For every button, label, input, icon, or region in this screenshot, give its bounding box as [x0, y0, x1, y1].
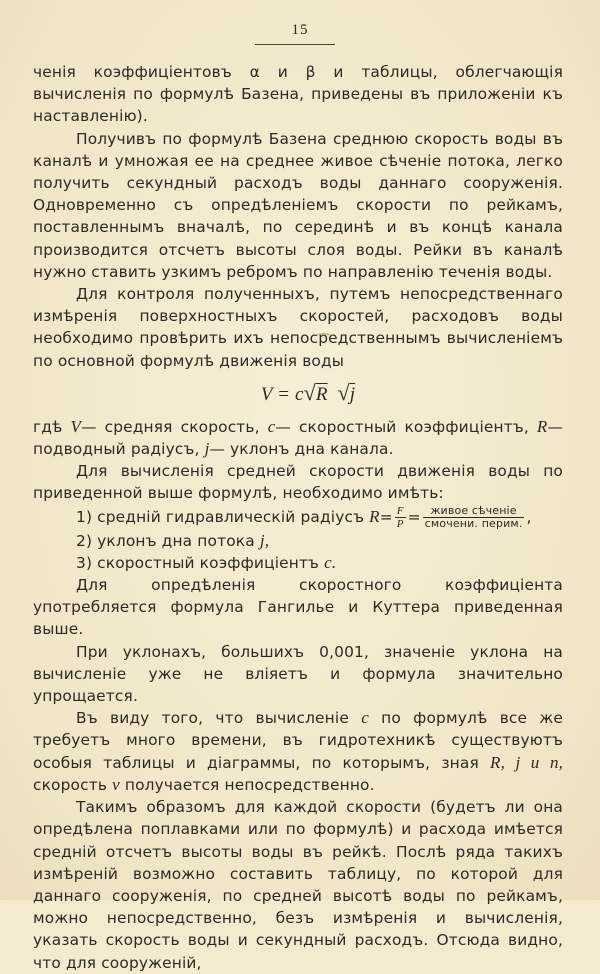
frac-live-section: живое сѣченіе — [423, 505, 525, 518]
print-blemish — [316, 333, 332, 339]
frac-wetted-perimeter: смочени. перим. — [424, 516, 523, 530]
formula-r: R — [315, 383, 328, 405]
para8-vars: R, j и n, — [490, 752, 563, 772]
para8-e: получается непосредственно. — [124, 775, 375, 794]
paragraph-9: Такимъ образомъ для каждой скорости (будетъ ли она опредѣлена поплавками или по формулѣ) и расхода имѣется средній отсчетъ высоты воды въ рейкѣ. Послѣ ряда такихъ измѣреній возможно составить таблицу, по которой для даннаго сооруженія, по средней высотѣ воды по рейкамъ, можно непосредственно, безъ измѣренія и вычисленія, указать скорость воды и секундный расходъ. Отсюда видно, что для сооруженій, — [33, 798, 563, 972]
fraction-f-over-p — [395, 505, 406, 530]
list-item-2-text: 2) уклонъ дна потока — [76, 531, 255, 550]
formula-j: j — [349, 383, 356, 405]
para8-a: Въ виду того, что вычисленіе — [76, 709, 349, 728]
list-item-1-eq: = — [379, 507, 393, 526]
sqrt-sign-1: √ — [303, 379, 316, 405]
var-c-desc: — скоростный коэффиціентъ, — [275, 417, 529, 436]
paragraph-4 — [33, 416, 563, 460]
page-number: 15 — [291, 22, 309, 38]
var-j: j — [204, 439, 210, 459]
var-v-desc: — средняя скорость, — [81, 417, 260, 436]
var-j-desc: — уклонъ дна канала. — [209, 440, 394, 459]
list-item-3 — [33, 552, 563, 574]
list-item-2 — [33, 530, 563, 552]
list-item-1-r: R — [369, 506, 380, 526]
paragraph-7: При уклонахъ, большихъ 0,001, значеніе уклона на вычисленіе уже не вліяетъ и формула значительно упрощается. — [33, 642, 563, 706]
paragraph-5: Для вычисленія средней скорости движенія воды по приведенной выше формулѣ, необходимо имѣть: — [33, 462, 563, 503]
para8-v: v — [112, 774, 120, 794]
main-formula — [53, 380, 563, 408]
list-item-1-comma: , — [526, 507, 532, 526]
body-text — [33, 61, 563, 974]
var-v: V — [70, 416, 82, 436]
formula-lhs: V = c — [260, 383, 304, 405]
paragraph-1: ченія коэффиціентовъ α и β и таблицы, облегчающія вычисленія по формулѣ Базена, приведены въ приложеніи къ наставленію). — [33, 63, 563, 126]
var-r: R — [536, 416, 548, 436]
para8-d: скорость — [33, 775, 108, 794]
paragraph-3: Для контроля полученныхъ, путемъ непосредственнаго измѣренія поверхностныхъ скоростей, расходовъ воды необходимо провѣрить ихъ непосредственнымъ вычисленіемъ по основной формулѣ движенія воды — [33, 285, 563, 370]
list-item-2-var: j, — [259, 530, 270, 550]
para8-b: по формулѣ все же требуетъ много времени, въ гидротехникѣ существуютъ особыя таблицы и діаграммы, по которымъ, зная — [33, 709, 564, 772]
list-item-3-var: c. — [324, 552, 337, 572]
fraction-section-over-perimeter — [423, 505, 525, 530]
sqrt-sign-2: √ — [337, 379, 350, 405]
page-number-rule — [255, 44, 335, 45]
frac-f: F — [396, 504, 404, 517]
list-item-1 — [33, 505, 563, 530]
var-r-desc: — подводный радіусъ, — [33, 417, 563, 459]
var-c: c — [267, 416, 276, 436]
para4-intro: гдѣ — [33, 417, 63, 436]
para8-c: c — [361, 708, 369, 728]
list-item-1-eq2: = — [407, 507, 421, 526]
paragraph-6: Для опредѣленія скоростного коэффиціента употребляется формула Гангилье и Куттера приведенная выше. — [33, 576, 563, 639]
paragraph-2: Получивъ по формулѣ Базена среднюю скорость воды въ каналѣ и умножая ее на среднее живое сѣченіе потока, легко получить секундный расходъ воды даннаго сооруженія. Одновременно съ опредѣленіемъ скорости по рейкамъ, поставленнымъ вначалѣ, по серединѣ и въ концѣ канала производится отсчетъ высоты слоя воды. Рейки въ каналѣ нужно ставить узкимъ ребромъ по направленію теченія воды. — [33, 129, 563, 281]
frac-p: P — [396, 517, 404, 530]
list-item-1-text: 1) средній гидравлическій радіусъ — [76, 507, 365, 526]
paragraph-8 — [33, 707, 563, 796]
list-item-3-text: 3) скоростный коэффиціентъ — [76, 553, 320, 572]
